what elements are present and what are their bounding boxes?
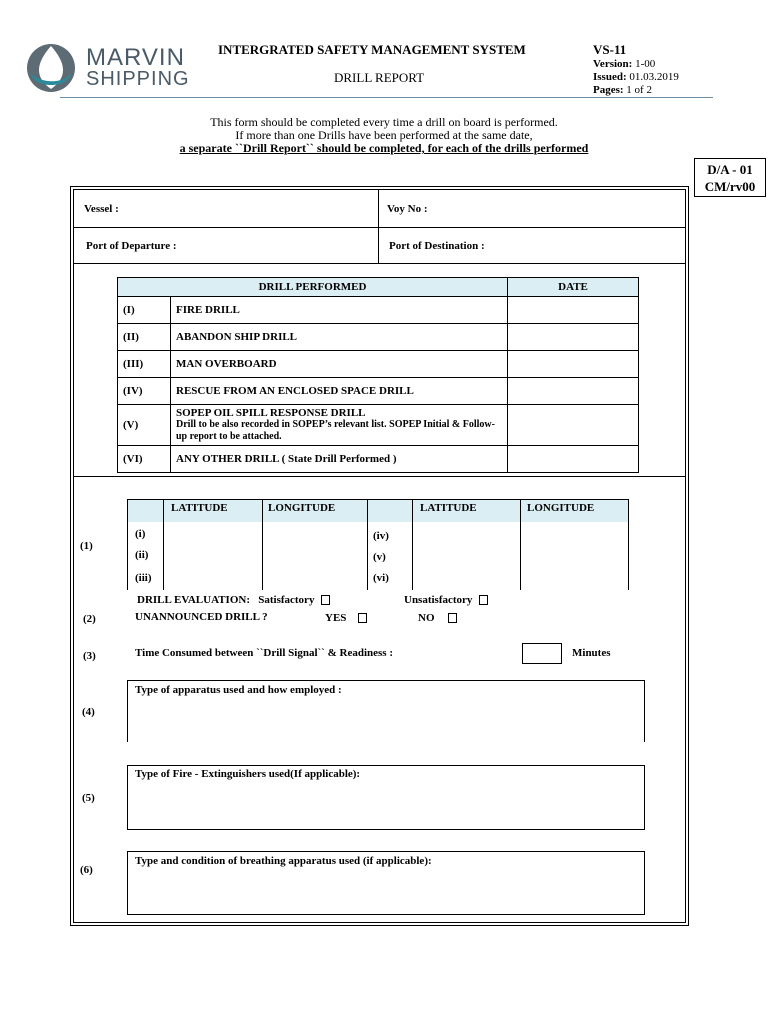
version-line bbox=[593, 58, 655, 71]
table-row[interactable] bbox=[118, 297, 639, 324]
date-cell[interactable] bbox=[508, 324, 639, 351]
apparatus-label: Type of apparatus used and how employed : bbox=[135, 684, 342, 696]
issued-value: 01.03.2019 bbox=[629, 71, 679, 83]
reference-code-2: CM/rv00 bbox=[704, 179, 756, 194]
vessel-field[interactable]: Vessel : bbox=[84, 203, 119, 215]
issued-line bbox=[593, 71, 679, 84]
document-code: VS-11 bbox=[593, 42, 627, 57]
coords-col-line bbox=[520, 500, 521, 590]
no-checkbox[interactable] bbox=[448, 613, 457, 623]
evaluation-label: DRILL EVALUATION: bbox=[137, 594, 250, 606]
time-consumed-label: Time Consumed between ``Drill Signal`` & Readiness : bbox=[135, 647, 393, 659]
reference-box bbox=[694, 158, 766, 197]
coord-row-label: (iii) bbox=[135, 572, 152, 584]
latitude-header-2: LATITUDE bbox=[420, 502, 477, 514]
section-divider bbox=[73, 476, 686, 477]
unsatisfactory-checkbox[interactable] bbox=[479, 595, 488, 605]
table-row[interactable] bbox=[118, 446, 639, 473]
date-cell[interactable] bbox=[508, 446, 639, 473]
drill-number: (I) bbox=[118, 297, 171, 324]
coord-row-label: (iv) bbox=[373, 530, 389, 542]
logo-text-marvin: MARVIN bbox=[86, 44, 185, 71]
voy-no-field[interactable]: Voy No : bbox=[387, 203, 428, 215]
coords-col-line bbox=[628, 500, 629, 590]
date-header: DATE bbox=[508, 278, 639, 297]
port-of-departure-field[interactable]: Port of Departure : bbox=[86, 240, 177, 252]
reference-code-1: D/A - 01 bbox=[707, 162, 753, 177]
issued-label: Issued: bbox=[593, 71, 627, 83]
yes-label: YES bbox=[325, 612, 347, 624]
date-cell[interactable] bbox=[508, 378, 639, 405]
port-of-destination-field[interactable]: Port of Destination : bbox=[389, 240, 485, 252]
section-number-4: (4) bbox=[82, 706, 95, 718]
section-number-3: (3) bbox=[83, 650, 96, 662]
coords-col-line bbox=[163, 500, 164, 590]
longitude-header: LONGITUDE bbox=[268, 502, 336, 514]
drill-name: ANY OTHER DRILL ( State Drill Performed ) bbox=[171, 446, 508, 473]
marvin-logo-icon bbox=[26, 43, 76, 93]
drill-name: ABANDON SHIP DRILL bbox=[171, 324, 508, 351]
yes-option bbox=[325, 612, 367, 624]
instruction-line-1: This form should be completed every time a drill on board is performed. bbox=[210, 115, 558, 129]
unsatisfactory-label: Unsatisfactory bbox=[404, 594, 473, 606]
drill-name: FIRE DRILL bbox=[171, 297, 508, 324]
yes-checkbox[interactable] bbox=[358, 613, 367, 623]
date-cell[interactable] bbox=[508, 405, 639, 446]
evaluation-line bbox=[137, 594, 330, 606]
longitude-header-2: LONGITUDE bbox=[527, 502, 595, 514]
coords-col-line bbox=[412, 500, 413, 590]
drill-number: (III) bbox=[118, 351, 171, 378]
unsatisfactory-option bbox=[404, 594, 488, 606]
extinguishers-label: Type of Fire - Extinguishers used(If applicable): bbox=[135, 768, 361, 780]
minutes-label: Minutes bbox=[572, 647, 611, 659]
version-value: 1-00 bbox=[635, 58, 656, 70]
latitude-header: LATITUDE bbox=[171, 502, 228, 514]
section-number-2: (2) bbox=[83, 613, 96, 625]
drill-number: (V) bbox=[118, 405, 171, 446]
section-number-1: (1) bbox=[80, 540, 93, 552]
drill-name: RESCUE FROM AN ENCLOSED SPACE DRILL bbox=[171, 378, 508, 405]
header-divider bbox=[60, 97, 713, 98]
logo-text-shipping: SHIPPING bbox=[86, 68, 190, 90]
drill-number: (II) bbox=[118, 324, 171, 351]
drill-number: (IV) bbox=[118, 378, 171, 405]
drill-number: (VI) bbox=[118, 446, 171, 473]
unannounced-label: UNANNOUNCED DRILL ? bbox=[135, 611, 268, 623]
coord-row-label: (i) bbox=[135, 528, 146, 540]
no-label: NO bbox=[418, 612, 435, 624]
report-title: DRILL REPORT bbox=[334, 70, 425, 85]
version-label: Version: bbox=[593, 58, 633, 70]
table-row[interactable] bbox=[118, 378, 639, 405]
table-row[interactable] bbox=[118, 405, 639, 446]
field-row-divider bbox=[73, 227, 686, 228]
drill-name: MAN OVERBOARD bbox=[171, 351, 508, 378]
coords-col-line bbox=[367, 500, 368, 590]
table-row[interactable] bbox=[118, 324, 639, 351]
drill-note: Drill to be also recorded in SOPEP’s relevant list. SOPEP Initial & Follow-up report to be attached. bbox=[176, 419, 495, 442]
drill-name-cell bbox=[171, 405, 508, 446]
satisfactory-label: Satisfactory bbox=[258, 594, 315, 606]
instruction-line-3: a separate ``Drill Report`` should be completed, for each of the drills performed bbox=[179, 141, 589, 155]
pages-value: 1 of 2 bbox=[626, 84, 652, 96]
section-number-6: (6) bbox=[80, 864, 93, 876]
field-col-divider bbox=[378, 189, 379, 264]
coords-col-line bbox=[262, 500, 263, 590]
date-cell[interactable] bbox=[508, 351, 639, 378]
pages-label: Pages: bbox=[593, 84, 624, 96]
table-row[interactable] bbox=[118, 351, 639, 378]
date-cell[interactable] bbox=[508, 297, 639, 324]
drill-performed-header: DRILL PERFORMED bbox=[118, 278, 508, 297]
drill-table-header bbox=[118, 278, 639, 297]
minutes-input[interactable] bbox=[522, 643, 562, 664]
section-number-5: (5) bbox=[82, 792, 95, 804]
coord-row-label: (v) bbox=[373, 551, 386, 563]
field-row-divider-2 bbox=[73, 263, 686, 264]
coord-row-label: (ii) bbox=[135, 549, 149, 561]
instruction-line-2: If more than one Drills have been performed at the same date, bbox=[235, 128, 533, 142]
system-title: INTERGRATED SAFETY MANAGEMENT SYSTEM bbox=[218, 42, 526, 57]
no-option bbox=[418, 612, 457, 624]
coords-col-line bbox=[127, 500, 128, 590]
breathing-apparatus-label: Type and condition of breathing apparatus used (if applicable): bbox=[135, 855, 432, 867]
coord-row-label: (vi) bbox=[373, 572, 389, 584]
pages-line bbox=[593, 84, 652, 97]
satisfactory-checkbox[interactable] bbox=[321, 595, 330, 605]
drill-name: SOPEP OIL SPILL RESPONSE DRILL bbox=[176, 407, 366, 419]
drill-table bbox=[117, 277, 639, 473]
